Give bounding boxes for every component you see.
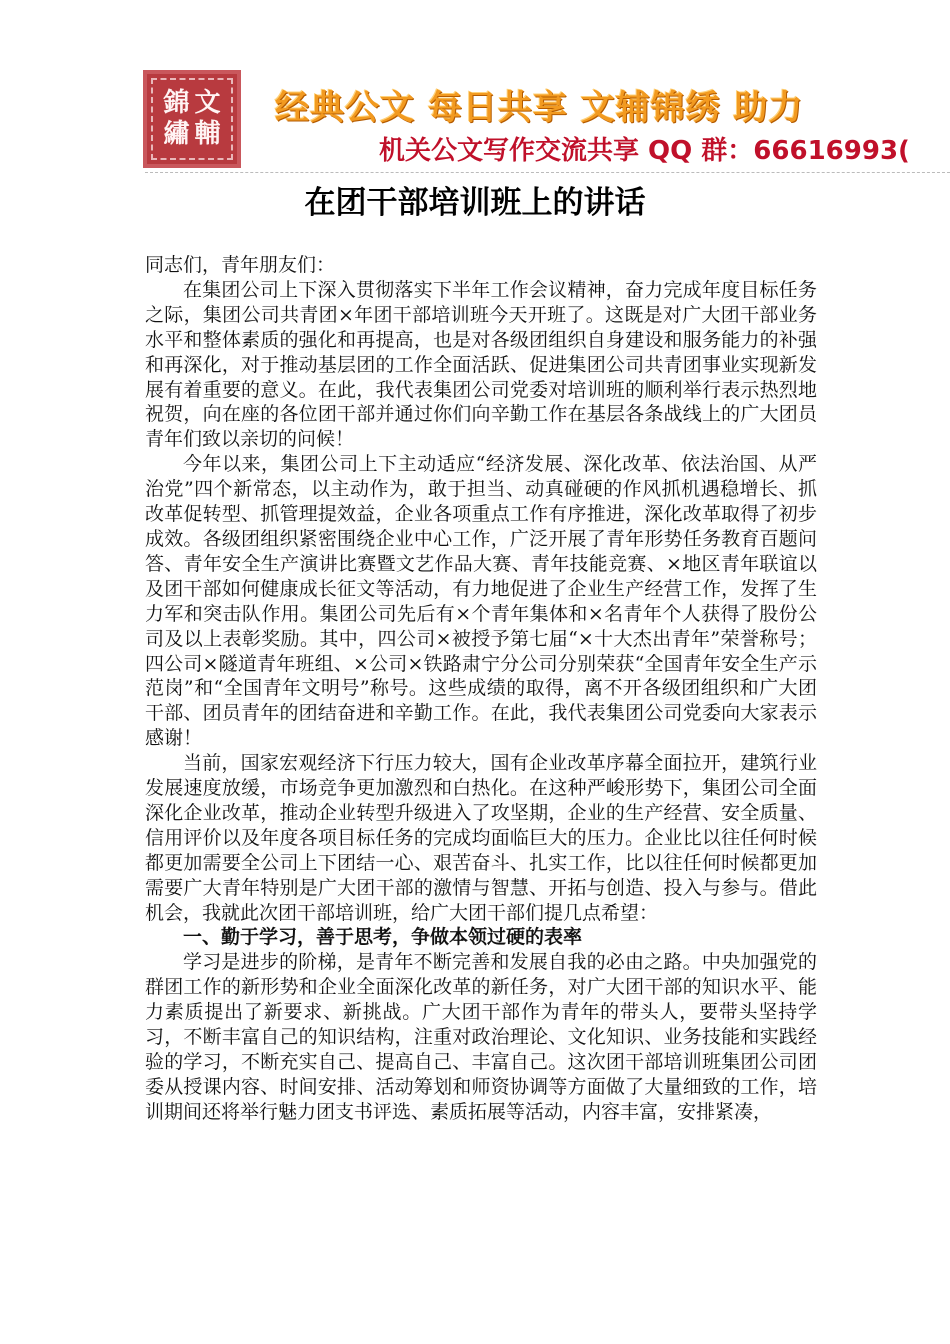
body-paragraph: 在集团公司上下深入贯彻落实下半年工作会议精神，奋力完成年度目标任务之际，集团公司共青团×年团干部培训班今天开班了。这既是对广大团干部业务水平和整体素质的强化和再提高，也是对各级团组织自身建设和服务能力的补强和再深化，对于推动基层团的工作全面活跃、促进集团公司共青团事业实现新发展有着重要的意义。在此，我代表集团公司党委对培训班的顺利举行表示热烈地祝贺，向在座的各位团干部并通过你们向辛勤工作在基层各条战线上的广大团员青年们致以亲切的问候！ xyxy=(145,278,817,451)
section-heading: 一、勤于学习，善于思考，争做本领过硬的表率 xyxy=(183,926,583,949)
body-paragraph: 当前，国家宏观经济下行压力较大，国有企业改革序幕全面拉开，建筑行业发展速度放缓，市场竞争更加激烈和白热化。在这种严峻形势下，集团公司全面深化企业改革，推动企业转型升级进入了攻坚期，企业的生产经营、安全质量、信用评价以及年度各项目标任务的完成均面临巨大的压力。企业比以往任何时候都更加需要全公司上下团结一心、艰苦奋斗、扎实工作，比以往任何时候都更加需要广大青年特别是广大团干部的激情与智慧、开拓与创造、投入与参与。借此机会，我就此次团干部培训班，给广大团干部们提几点希望： xyxy=(145,752,817,924)
document-body xyxy=(145,253,817,1125)
seal-char: 輔 xyxy=(194,119,221,149)
seal-char: 錦 xyxy=(163,88,190,118)
body-paragraph: 学习是进步的阶梯，是青年不断完善和发展自我的必由之路。中央加强党的群团工作的新形势和企业全面深化改革的新任务，对广大团干部的知识水平、能力素质提出了新要求、新挑战。广大团干部作为青年的带头人，要带头坚持学习，不断丰富自己的知识结构，注重对政治理论、文化知识、业务技能和实践经验的学习，不断充实自己、提高自己、丰富自己。这次团干部培训班集团公司团委从授课内容、时间安排、活动筹划和师资协调等方面做了大量细致的工作，培训期间还将举行魅力团支书评选、素质拓展等活动，内容丰富，安排紧凑， xyxy=(145,951,817,1123)
body-paragraph: 今年以来，集团公司上下主动适应“经济发展、深化改革、依法治国、从严治党”四个新常态，以主动作为，敢于担当、动真碰硬的作风抓机遇稳增长、抓改革促转型、抓管理提效益，企业各项重点工作有序推进，深化改革取得了初步成效。各级团组织紧密围绕企业中心工作，广泛开展了青年形势任务教育百题问答、青年安全生产演讲比赛暨文艺作品大赛、青年技能竞赛、×地区青年联谊以及团干部如何健康成长征文等活动，有力地促进了企业生产经营工作，发挥了生力军和突击队作用。集团公司先后有×个青年集体和×名青年个人获得了股份公司及以上表彰奖励。其中，四公司×被授予第七届“×十大杰出青年”荣誉称号；四公司×隧道青年班组、×公司×铁路肃宁分公司分别荣获“全国青年安全生产示范岗”和“全国青年文明号”称号。这些成绩的取得，离不开各级团组织和广大团干部、团员青年的团结奋进和辛勤工作。在此，我代表集团公司党委向大家表示感谢！ xyxy=(145,453,817,750)
header-banner xyxy=(143,68,950,170)
header-divider xyxy=(145,172,950,173)
seal-char: 繡 xyxy=(163,119,190,149)
banner-slogan: 经典公文 每日共享 文辅锦绣 助力 xyxy=(275,88,804,128)
banner-qq-group: 机关公文写作交流共享 QQ 群：66616993( xyxy=(379,136,910,166)
document-title: 在团干部培训班上的讲话 xyxy=(304,185,646,221)
salutation: 同志们，青年朋友们： xyxy=(145,254,336,276)
logo-seal xyxy=(143,70,241,168)
seal-char: 文 xyxy=(194,88,221,118)
